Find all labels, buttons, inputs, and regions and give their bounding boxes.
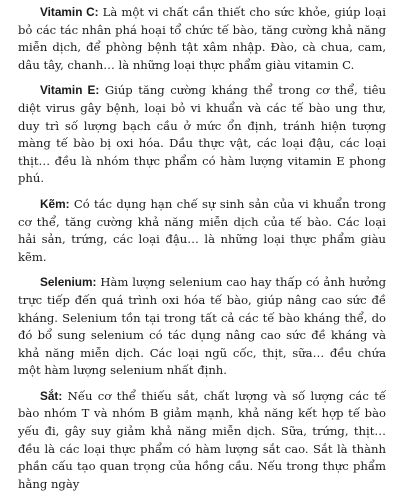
paragraph-selenium: [18, 274, 386, 380]
body-kem: Có tác dụng hạn chế sự sinh sản của vi khuẩn trong cơ thể, tăng cường khả năng miễn dịch của tế bào. Các loại hải sản, trứng, các loại đậu… là những loại thực phẩm giàu kẽm.: [18, 196, 386, 264]
body-sat: Nếu cơ thể thiếu sắt, chất lượng và số lượng các tế bào nhóm T và nhóm B giảm mạnh, khả năng kết hợp tế bào yếu đi, gây suy giảm khả năng miễn dịch. Sữa, trứng, thịt… đều là các loại thực phẩm có hàm lượng sắt cao. Sắt là thành phần cấu tạo quan trọng của hồng cầu. Nếu trong thực phẩm hằng ngày: [18, 388, 386, 491]
body-vitamin-c: Là một vi chất cần thiết cho sức khỏe, giúp loại bỏ các tác nhân phá hoại tổ chức tế bào, tăng cường khả năng miễn dịch, để phòng bệnh tật xâm nhập. Đào, cà chua, cam, dâu tây, chanh… là những loại thực phẩm giàu vitamin C.: [18, 5, 386, 72]
paragraph-sat: [18, 388, 386, 493]
body-vitamin-e: Giúp tăng cường kháng thể trong cơ thể, tiêu diệt virus gây bệnh, loại bỏ vi khuẩn và các tế bào ung thư, duy trì số lượng bạch cầu ở mức ổn định, tránh hiện tượng màng tế bào bị oxi hóa. Dầu thực vật, các loại đậu, các loại thịt… đều là nhóm thực phẩm có hàm lượng vitamin E phong phú.: [18, 83, 386, 186]
paragraph-vitamin-e: [18, 82, 386, 188]
body-selenium: Hàm lượng selenium cao hay thấp có ảnh hưởng trực tiếp đến quá trình oxi hóa tế bào, giúp nâng cao sức đề kháng. Selenium tồn tại trong tất cả các tế bào kháng thể, do đó bổ sung selenium có tác dụng nâng cao sức đề kháng và khả năng miễn dịch. Các loại ngũ cốc, thịt, sữa… đều chứa một hàm lượng selenium nhất định.: [18, 275, 386, 378]
paragraph-kem: [18, 196, 386, 266]
paragraph-vitamin-c: [18, 4, 386, 74]
term-selenium: Selenium:: [40, 275, 97, 290]
term-kem: Kẽm:: [40, 196, 70, 211]
term-vitamin-c: Vitamin C:: [40, 5, 99, 19]
term-sat: Sắt:: [40, 388, 63, 403]
term-vitamin-e: Vitamin E:: [40, 83, 100, 98]
